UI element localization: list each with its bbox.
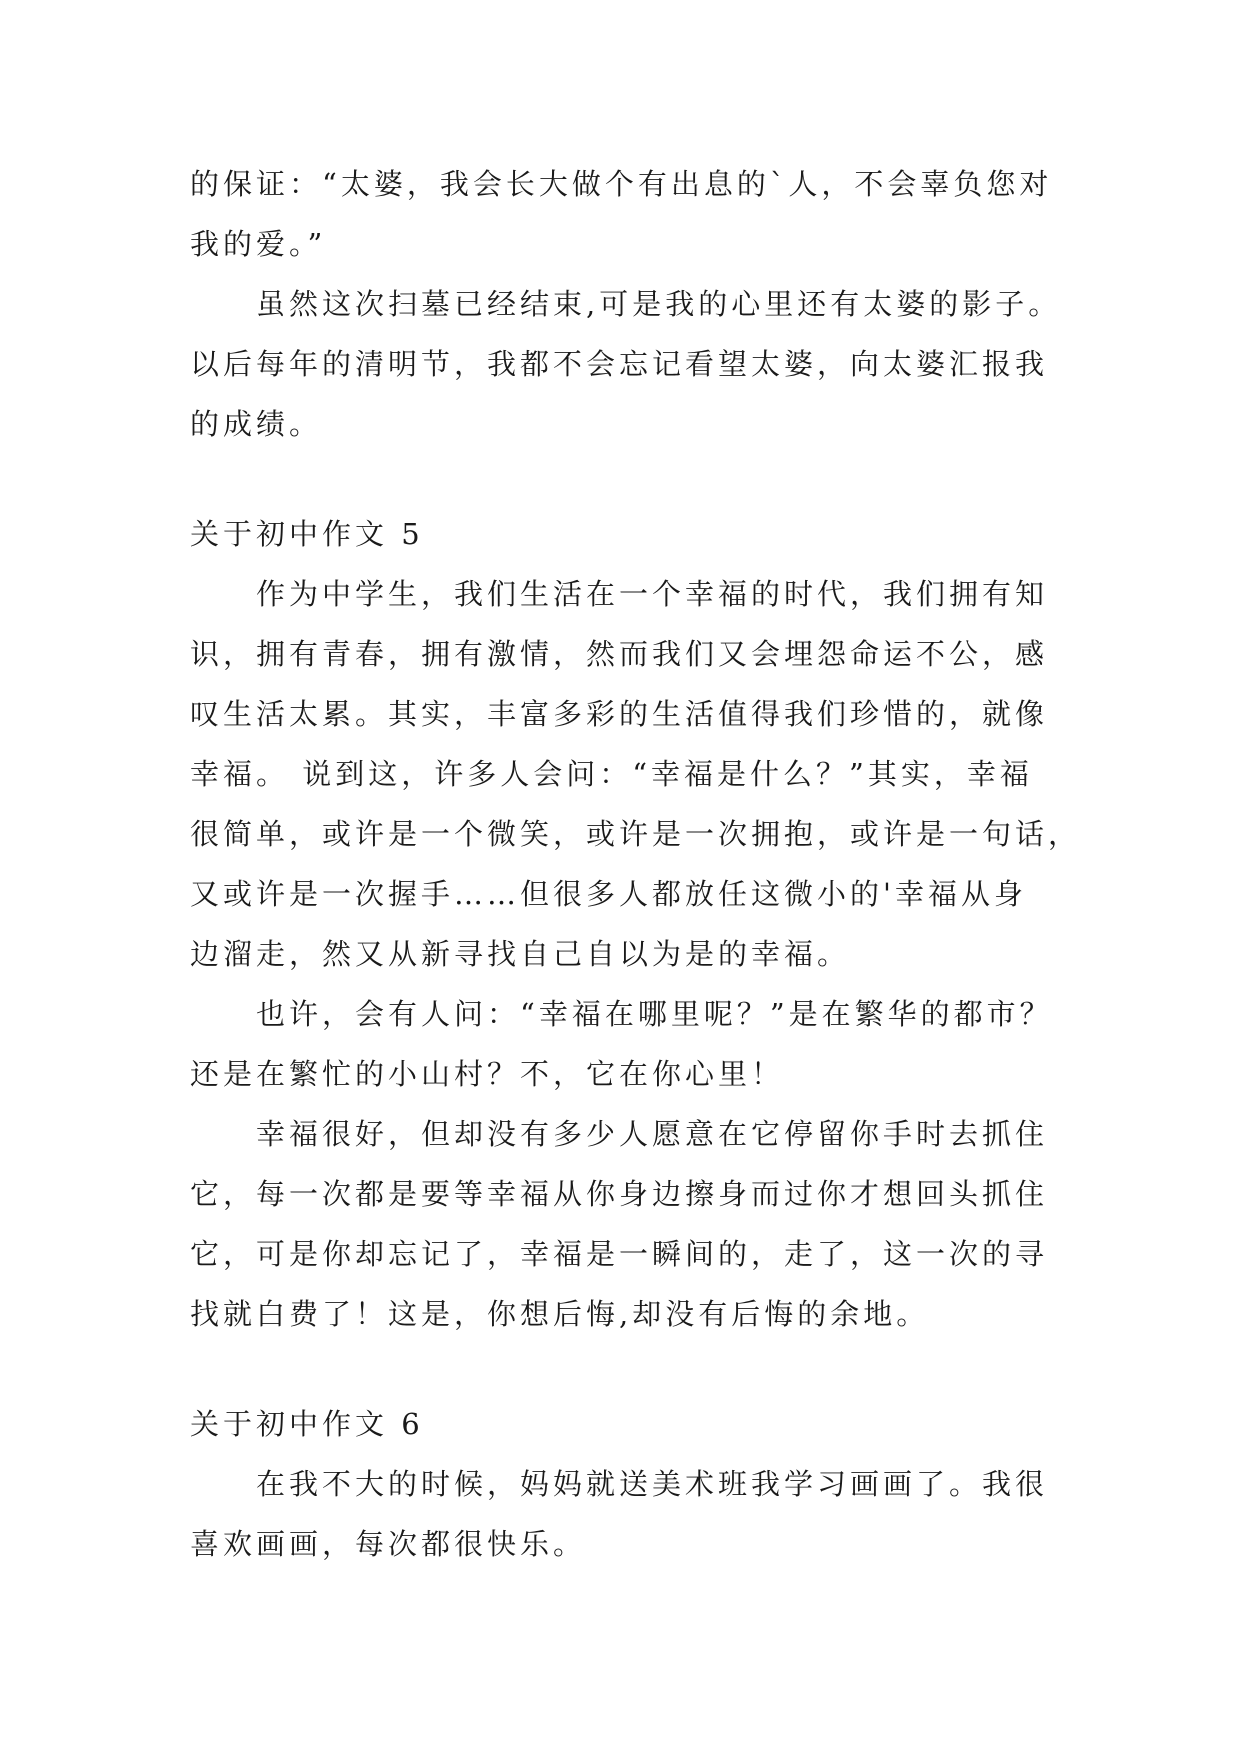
section-heading: 关于初中作文 5 xyxy=(190,517,424,551)
body-text-line: 找就白费了！这是，你想后悔,却没有后悔的余地。 xyxy=(190,1297,930,1331)
paragraph-first-line: 作为中学生，我们生活在一个幸福的时代，我们拥有知 xyxy=(256,577,1049,611)
body-text-line: 以后每年的清明节，我都不会忘记看望太婆，向太婆汇报我 xyxy=(190,347,1049,381)
body-text-line: 还是在繁忙的小山村？不，它在你心里！ xyxy=(190,1057,785,1091)
body-text-line: 又或许是一次握手……但很多人都放任这微小的'幸福从身 xyxy=(190,877,1027,911)
section-heading: 关于初中作文 6 xyxy=(190,1407,424,1441)
body-text-line: 我的爱。” xyxy=(190,227,327,261)
paragraph-first-line: 在我不大的时候，妈妈就送美术班我学习画画了。我很 xyxy=(256,1467,1049,1501)
paragraph-first-line: 也许，会有人问：“幸福在哪里呢？”是在繁华的都市？ xyxy=(256,997,1053,1031)
body-text-line: 边溜走，然又从新寻找自己自以为是的幸福。 xyxy=(190,937,851,971)
body-text-line: 很简单，或许是一个微笑，或许是一次拥抱，或许是一句话， xyxy=(190,817,1082,851)
paragraph-first-line: 幸福很好，但却没有多少人愿意在它停留你手时去抓住 xyxy=(256,1117,1049,1151)
body-text-line: 叹生活太累。其实，丰富多彩的生活值得我们珍惜的，就像 xyxy=(190,697,1049,731)
body-text-line: 喜欢画画，每次都很快乐。 xyxy=(190,1527,587,1561)
body-text-line: 的保证：“太婆，我会长大做个有出息的`人，不会辜负您对 xyxy=(190,167,1053,201)
body-text-line: 它，每一次都是要等幸福从你身边擦身而过你才想回头抓住 xyxy=(190,1177,1049,1211)
body-text-line: 的成绩。 xyxy=(190,407,323,441)
body-text-line: 识，拥有青春，拥有激情，然而我们又会埋怨命运不公，感 xyxy=(190,637,1049,671)
paragraph-first-line: 虽然这次扫墓已经结束,可是我的心里还有太婆的影子。 xyxy=(256,287,1062,321)
body-text-line: 它，可是你却忘记了，幸福是一瞬间的，走了，这一次的寻 xyxy=(190,1237,1049,1271)
body-text-line: 幸福。 说到这，许多人会问：“幸福是什么？”其实，幸福 xyxy=(190,757,1033,791)
